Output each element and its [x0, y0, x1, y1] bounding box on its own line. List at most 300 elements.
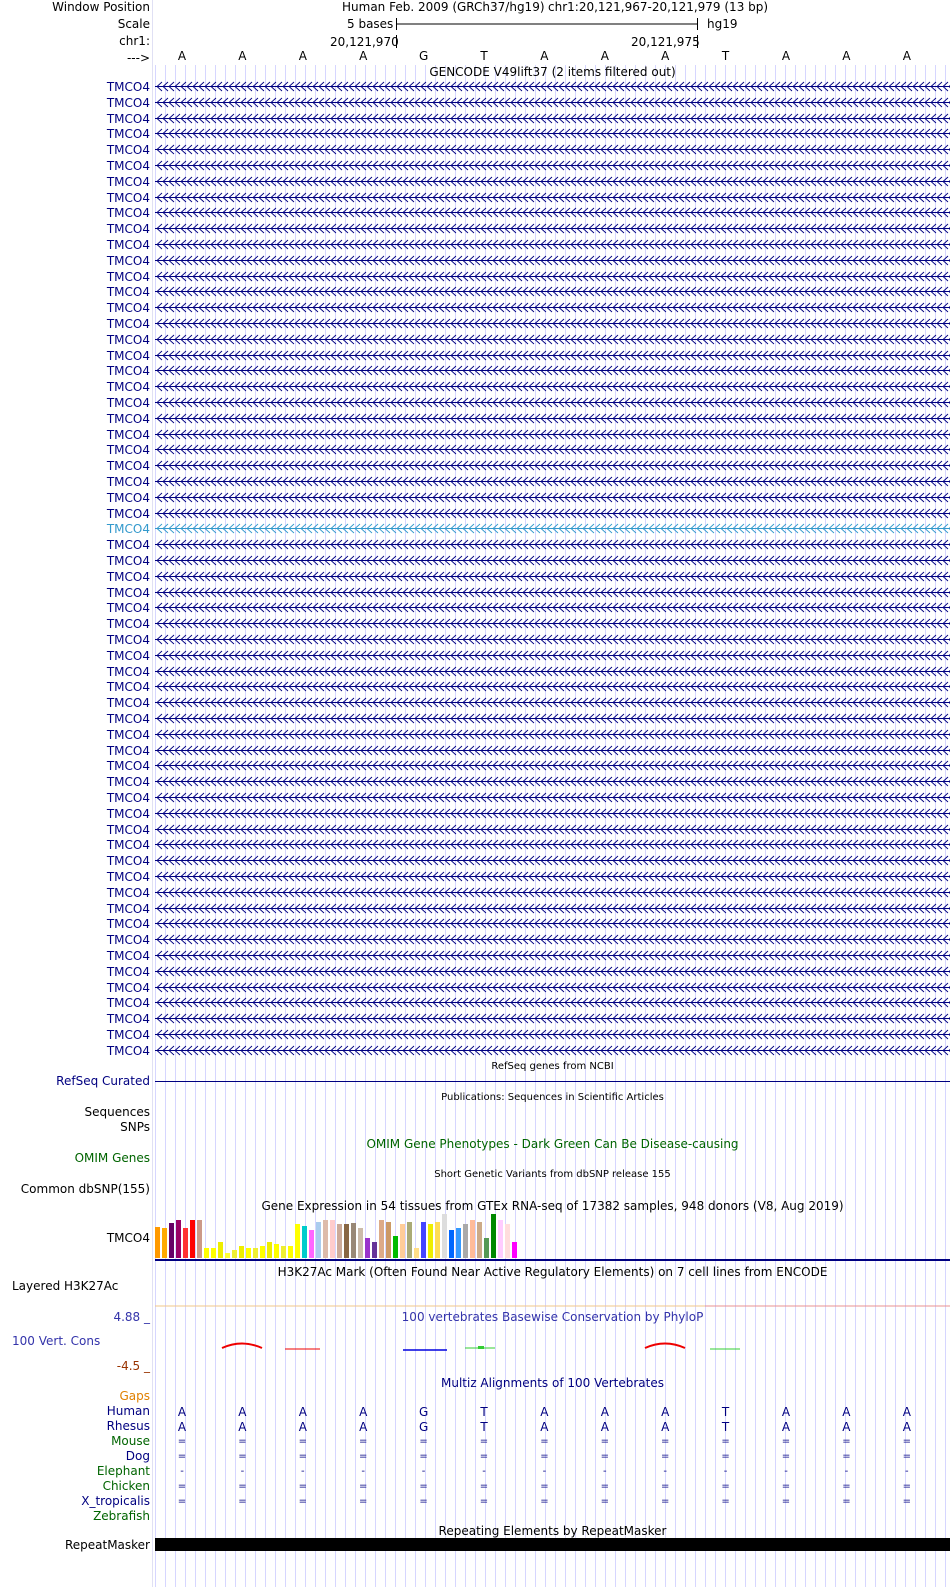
- transcript-strand-arrows[interactable]: [155, 160, 950, 171]
- alignment-base: =: [238, 1451, 247, 1462]
- transcript-strand-arrows[interactable]: [155, 176, 950, 187]
- transcript-name[interactable]: TMCO4: [106, 759, 150, 774]
- alignment-base: =: [479, 1481, 489, 1492]
- transcript-name[interactable]: TMCO4: [106, 427, 150, 442]
- transcript-name[interactable]: TMCO4: [106, 111, 150, 126]
- transcript-strand-arrows[interactable]: [155, 587, 950, 598]
- gtex-tissue-bar: [253, 1248, 258, 1258]
- assembly-title: Human Feb. 2009 (GRCh37/hg19): [342, 0, 545, 14]
- transcript-name[interactable]: TMCO4: [106, 712, 150, 726]
- alignment-base: -: [784, 1466, 788, 1477]
- transcript-name[interactable]: TMCO4: [106, 174, 150, 189]
- gencode-transcript-row[interactable]: [0, 822, 950, 838]
- gencode-transcript-row[interactable]: [0, 316, 950, 332]
- publications-track-title[interactable]: Publications: Sequences in Scientific Articles: [441, 1092, 664, 1103]
- chrom-label: chr1:: [119, 34, 150, 48]
- gencode-transcript-row[interactable]: [0, 158, 950, 174]
- gencode-transcript-row[interactable]: [0, 253, 950, 269]
- transcript-name[interactable]: TMCO4: [106, 285, 150, 300]
- transcript-strand-arrows[interactable]: [155, 192, 950, 203]
- transcript-name[interactable]: TMCO4: [106, 601, 150, 616]
- gencode-transcript-row[interactable]: [0, 616, 950, 632]
- alignment-base: =: [902, 1436, 911, 1447]
- transcript-name[interactable]: TMCO4: [106, 775, 150, 790]
- gencode-transcript-row[interactable]: [0, 237, 950, 253]
- transcript-name[interactable]: TMCO4: [106, 253, 150, 268]
- gencode-transcript-row[interactable]: [0, 174, 950, 190]
- gencode-transcript-row[interactable]: [0, 142, 950, 158]
- gencode-transcript-row[interactable]: [0, 569, 950, 585]
- transcript-name[interactable]: TMCO4: [106, 80, 150, 94]
- gtex-tissue-bar: [505, 1224, 510, 1258]
- gencode-transcript-row[interactable]: [0, 111, 950, 127]
- alignment-base: A: [842, 1420, 851, 1434]
- alignment-base: =: [358, 1496, 368, 1507]
- transcript-name[interactable]: TMCO4: [106, 569, 150, 584]
- transcript-name[interactable]: TMCO4: [106, 554, 150, 568]
- db-name: hg19: [707, 17, 738, 31]
- phylop-track-title[interactable]: 100 vertebrates Basewise Conservation by PhyloP: [401, 1310, 704, 1324]
- transcript-strand-arrows[interactable]: [155, 571, 950, 582]
- sequence-base: A: [238, 49, 247, 63]
- alignment-base: A: [359, 1420, 368, 1434]
- gencode-transcript-row[interactable]: [0, 806, 950, 822]
- dbsnp-label[interactable]: Common dbSNP(155): [20, 1182, 150, 1196]
- gtex-tissue-bar: [386, 1222, 391, 1258]
- transcript-strand-arrows[interactable]: [155, 207, 950, 218]
- gencode-transcript-row[interactable]: [0, 853, 950, 869]
- gtex-tissue-bar: [470, 1220, 475, 1258]
- gencode-transcript-row[interactable]: [0, 980, 950, 996]
- transcript-strand-arrows[interactable]: [155, 887, 950, 898]
- species-label[interactable]: Mouse: [111, 1434, 150, 1448]
- transcript-strand-arrows[interactable]: [155, 523, 950, 534]
- gtex-tissue-bar: [456, 1228, 461, 1258]
- gtex-tissue-bar: [330, 1220, 335, 1258]
- gtex-tissue-bar: [176, 1220, 181, 1258]
- gencode-transcript-row[interactable]: [0, 648, 950, 664]
- transcript-strand-arrows[interactable]: [155, 508, 950, 519]
- alignment-base: -: [723, 1466, 728, 1477]
- gencode-transcript-row[interactable]: [0, 758, 950, 774]
- transcript-name[interactable]: TMCO4: [106, 996, 150, 1011]
- gencode-transcript-row[interactable]: [0, 442, 950, 458]
- transcript-strand-arrows[interactable]: [155, 286, 950, 297]
- gtex-tissue-bar: [239, 1246, 244, 1258]
- gencode-transcript-row[interactable]: [0, 332, 950, 348]
- alignment-base: A: [661, 1420, 670, 1434]
- transcript-strand-arrows[interactable]: [155, 839, 950, 850]
- transcript-strand-arrows[interactable]: [155, 539, 950, 550]
- transcript-name[interactable]: TMCO4: [106, 838, 150, 853]
- gtex-tissue-bar: [218, 1242, 223, 1258]
- transcript-strand-arrows[interactable]: [155, 697, 950, 708]
- transcript-name[interactable]: TMCO4: [106, 633, 150, 647]
- gencode-transcript-row[interactable]: [0, 458, 950, 474]
- gencode-transcript-row[interactable]: [0, 695, 950, 711]
- gencode-transcript-row[interactable]: [0, 395, 950, 411]
- transcript-name[interactable]: TMCO4: [106, 443, 150, 458]
- gencode-transcript-row[interactable]: [0, 600, 950, 616]
- alignment-base: A: [540, 1420, 549, 1434]
- sequence-base: A: [661, 49, 670, 63]
- gtex-tissue-bar: [302, 1226, 307, 1258]
- gencode-transcript-row[interactable]: [0, 964, 950, 980]
- gtex-tissue-bar: [169, 1223, 174, 1258]
- transcript-name[interactable]: TMCO4: [106, 127, 150, 142]
- gencode-transcript-row[interactable]: [0, 379, 950, 395]
- alignment-base: A: [842, 1405, 851, 1419]
- alignment-base: =: [600, 1451, 609, 1462]
- transcript-name[interactable]: TMCO4: [106, 617, 150, 632]
- gtex-tissue-bar: [379, 1220, 384, 1258]
- gencode-transcript-row[interactable]: [0, 837, 950, 853]
- transcript-name[interactable]: TMCO4: [106, 901, 150, 916]
- transcript-strand-arrows[interactable]: [155, 982, 950, 993]
- alignment-base: =: [660, 1496, 670, 1507]
- transcript-name[interactable]: TMCO4: [106, 822, 150, 837]
- gencode-transcript-row[interactable]: [0, 95, 950, 111]
- transcript-strand-arrows[interactable]: [155, 555, 950, 566]
- transcript-strand-arrows[interactable]: [155, 444, 950, 455]
- gtex-tissue-bar: [267, 1242, 272, 1258]
- transcript-name[interactable]: TMCO4: [106, 159, 150, 173]
- gencode-transcript-row[interactable]: [0, 474, 950, 490]
- transcript-strand-arrows[interactable]: [155, 144, 950, 155]
- publications-label-line1[interactable]: Sequences: [84, 1105, 150, 1119]
- alignment-base: =: [358, 1481, 368, 1492]
- transcript-name[interactable]: TMCO4: [106, 917, 150, 932]
- transcript-name[interactable]: TMCO4: [106, 490, 150, 505]
- transcript-strand-arrows[interactable]: [155, 334, 950, 345]
- alignment-base: A: [238, 1405, 247, 1419]
- gencode-transcript-row[interactable]: [0, 363, 950, 379]
- gencode-transcript-row[interactable]: [0, 995, 950, 1011]
- gencode-transcript-row[interactable]: [0, 632, 950, 648]
- gaps-label[interactable]: Gaps: [119, 1389, 150, 1403]
- repeatmasker-label[interactable]: RepeatMasker: [64, 1538, 150, 1552]
- transcript-strand-arrows[interactable]: [155, 855, 950, 866]
- transcript-name[interactable]: TMCO4: [106, 364, 150, 379]
- gencode-transcript-row[interactable]: [0, 300, 950, 316]
- transcript-strand-arrows[interactable]: [155, 97, 950, 108]
- transcript-name[interactable]: TMCO4: [106, 1043, 150, 1058]
- gtex-label[interactable]: TMCO4: [106, 1231, 150, 1245]
- alignment-base: G: [418, 1420, 429, 1434]
- transcript-strand-arrows[interactable]: [155, 871, 950, 882]
- transcript-name[interactable]: TMCO4: [106, 301, 150, 316]
- gencode-transcript-row[interactable]: [0, 727, 950, 743]
- alignment-base: =: [358, 1451, 368, 1462]
- gtex-tissue-bar: [246, 1248, 251, 1258]
- species-label[interactable]: X_tropicalis: [81, 1494, 150, 1508]
- alignment-base: -: [663, 1466, 667, 1477]
- transcript-name[interactable]: TMCO4: [106, 411, 150, 426]
- transcript-strand-arrows[interactable]: [155, 602, 950, 613]
- transcript-name[interactable]: TMCO4: [106, 522, 150, 537]
- gtex-tissue-bar: [316, 1222, 321, 1258]
- transcript-name[interactable]: TMCO4: [106, 95, 150, 110]
- gtex-tissue-bar: [155, 1227, 160, 1258]
- transcript-name[interactable]: TMCO4: [106, 933, 150, 948]
- gencode-transcript-row[interactable]: [0, 1011, 950, 1027]
- gencode-transcript-row[interactable]: [0, 411, 950, 427]
- gencode-transcript-row[interactable]: [0, 585, 950, 601]
- position-range: chr1:20,121,967-20,121,979 (13 bp): [548, 0, 769, 14]
- transcript-name[interactable]: TMCO4: [106, 190, 150, 205]
- species-label[interactable]: Chicken: [102, 1479, 150, 1493]
- transcript-strand-arrows[interactable]: [155, 634, 950, 645]
- transcript-strand-arrows[interactable]: [155, 113, 950, 124]
- species-label[interactable]: Dog: [125, 1449, 150, 1463]
- transcript-strand-arrows[interactable]: [155, 934, 950, 945]
- gencode-transcript-row[interactable]: [0, 190, 950, 206]
- alignment-base: =: [721, 1496, 730, 1507]
- transcript-strand-arrows[interactable]: [155, 918, 950, 929]
- phylop-signal: [155, 1335, 950, 1360]
- omim-label[interactable]: OMIM Genes: [74, 1151, 150, 1165]
- transcript-strand-arrows[interactable]: [155, 666, 950, 677]
- sequence-base: A: [540, 49, 549, 63]
- gencode-transcript-row[interactable]: [0, 916, 950, 932]
- transcript-name[interactable]: TMCO4: [106, 585, 150, 600]
- species-label[interactable]: Human: [106, 1404, 150, 1418]
- alignment-base: =: [600, 1481, 609, 1492]
- gencode-transcript-row[interactable]: [0, 948, 950, 964]
- transcript-strand-arrows[interactable]: [155, 492, 950, 503]
- alignment-base: A: [600, 1420, 609, 1434]
- gtex-tissue-bar: [323, 1220, 328, 1258]
- gtex-tissue-bar: [491, 1214, 496, 1258]
- gencode-transcript-row[interactable]: [0, 885, 950, 901]
- gtex-tissue-bar: [232, 1250, 237, 1258]
- scale-text: 5 bases: [347, 17, 394, 31]
- gtex-tissue-bar: [295, 1224, 300, 1258]
- gtex-tissue-bar: [428, 1224, 433, 1258]
- transcript-strand-arrows[interactable]: [155, 1029, 950, 1040]
- gencode-transcript-row[interactable]: [0, 348, 950, 364]
- transcript-name[interactable]: TMCO4: [106, 538, 150, 553]
- transcript-strand-arrows[interactable]: [155, 128, 950, 139]
- transcript-strand-arrows[interactable]: [155, 618, 950, 629]
- transcript-name[interactable]: TMCO4: [106, 206, 150, 221]
- transcript-name[interactable]: TMCO4: [106, 727, 150, 742]
- transcript-strand-arrows[interactable]: [155, 745, 950, 756]
- alignment-base: =: [298, 1481, 307, 1492]
- gencode-transcript-row[interactable]: [0, 932, 950, 948]
- transcript-name[interactable]: TMCO4: [106, 475, 150, 489]
- alignment-base: =: [419, 1496, 428, 1507]
- gencode-transcript-row[interactable]: [0, 664, 950, 680]
- gencode-transcript-row[interactable]: [0, 774, 950, 790]
- transcript-strand-arrows[interactable]: [155, 302, 950, 313]
- alignment-base: =: [660, 1451, 670, 1462]
- transcript-name[interactable]: TMCO4: [106, 870, 150, 884]
- species-label[interactable]: Elephant: [96, 1464, 150, 1478]
- transcript-name[interactable]: TMCO4: [106, 980, 150, 995]
- alignment-base: -: [904, 1466, 909, 1477]
- gencode-transcript-row[interactable]: [0, 427, 950, 443]
- gtex-tissue-bar: [449, 1230, 454, 1258]
- gencode-transcript-row[interactable]: [0, 743, 950, 759]
- transcript-strand-arrows[interactable]: [155, 350, 950, 361]
- transcript-name[interactable]: TMCO4: [106, 648, 150, 663]
- alignment-base: A: [359, 1405, 368, 1419]
- alignment-base: -: [482, 1466, 486, 1477]
- transcript-name[interactable]: TMCO4: [106, 143, 150, 158]
- alignment-base: -: [240, 1466, 245, 1477]
- alignment-base: G: [418, 1405, 429, 1419]
- gencode-transcript-row[interactable]: [0, 126, 950, 142]
- transcript-strand-arrows[interactable]: [155, 808, 950, 819]
- coord-left: 20,121,970: [330, 35, 399, 49]
- transcript-name[interactable]: TMCO4: [106, 854, 150, 869]
- transcript-name[interactable]: TMCO4: [106, 696, 150, 711]
- alignment-base: T: [480, 1420, 488, 1434]
- gencode-track-title[interactable]: GENCODE V49lift37 (2 items filtered out): [429, 65, 676, 79]
- dbsnp-track-title[interactable]: Short Genetic Variants from dbSNP release 155: [434, 1169, 671, 1180]
- alignment-base: =: [177, 1436, 187, 1447]
- alignment-base: =: [177, 1451, 187, 1462]
- transcript-strand-arrows[interactable]: [155, 966, 950, 977]
- transcript-strand-arrows[interactable]: [155, 729, 950, 740]
- sequence-base: A: [600, 49, 609, 63]
- transcript-strand-arrows[interactable]: [155, 792, 950, 803]
- transcript-strand-arrows[interactable]: [155, 650, 950, 661]
- transcript-name[interactable]: TMCO4: [106, 680, 150, 695]
- transcript-strand-arrows[interactable]: [155, 1013, 950, 1024]
- transcript-name[interactable]: TMCO4: [106, 269, 150, 284]
- transcript-strand-arrows[interactable]: [155, 413, 950, 424]
- species-label[interactable]: Rhesus: [106, 1419, 150, 1433]
- h3k27ac-track-title[interactable]: H3K27Ac Mark (Often Found Near Active Regulatory Elements) on 7 cell lines from ENCODE: [277, 1265, 828, 1279]
- transcript-name[interactable]: TMCO4: [106, 964, 150, 979]
- alignment-base: =: [902, 1451, 911, 1462]
- alignment-base: =: [298, 1436, 307, 1447]
- transcript-strand-arrows[interactable]: [155, 997, 950, 1008]
- gtex-track-title[interactable]: Gene Expression in 54 tissues from GTEx RNA-seq of 17382 samples, 948 donors (V8, Aug 2019): [261, 1199, 844, 1213]
- gtex-tissue-bar: [393, 1236, 398, 1258]
- transcript-strand-arrows[interactable]: [155, 255, 950, 266]
- gencode-transcript-row[interactable]: [0, 901, 950, 917]
- gtex-tissue-bar: [442, 1214, 447, 1258]
- gencode-transcript-row[interactable]: [0, 490, 950, 506]
- gencode-transcript-row[interactable]: [0, 521, 950, 537]
- alignment-base: =: [540, 1436, 549, 1447]
- transcript-strand-arrows[interactable]: [155, 81, 950, 92]
- gencode-transcript-row[interactable]: [0, 205, 950, 221]
- gtex-tissue-bar: [414, 1248, 419, 1258]
- transcript-name[interactable]: TMCO4: [106, 806, 150, 821]
- refseq-label[interactable]: RefSeq Curated: [56, 1074, 150, 1088]
- gencode-transcript-row[interactable]: [0, 1027, 950, 1043]
- gtex-tissue-bar: [351, 1223, 356, 1258]
- alignment-base: =: [781, 1496, 791, 1507]
- gtex-tissue-bar: [162, 1228, 167, 1258]
- transcript-name[interactable]: TMCO4: [106, 664, 150, 679]
- publications-label-line2[interactable]: SNPs: [120, 1120, 150, 1134]
- alignment-base: =: [238, 1436, 247, 1447]
- omim-track-title[interactable]: OMIM Gene Phenotypes - Dark Green Can Be Disease-causing: [366, 1137, 739, 1151]
- transcript-name[interactable]: TMCO4: [106, 459, 150, 474]
- transcript-name[interactable]: TMCO4: [106, 885, 150, 900]
- species-label[interactable]: Zebrafish: [93, 1509, 150, 1523]
- transcript-strand-arrows[interactable]: [155, 476, 950, 487]
- sequence-base: A: [902, 49, 911, 63]
- gencode-transcript-row[interactable]: [0, 711, 950, 727]
- alignment-base: =: [540, 1496, 549, 1507]
- transcript-strand-arrows[interactable]: [155, 460, 950, 471]
- strand-label: --->: [126, 51, 150, 65]
- alignment-base: -: [421, 1466, 426, 1477]
- transcript-strand-arrows[interactable]: [155, 1045, 950, 1056]
- phylop-label[interactable]: 100 Vert. Cons: [12, 1334, 101, 1348]
- transcript-strand-arrows[interactable]: [155, 760, 950, 771]
- phylop-min-label: -4.5 _: [116, 1359, 150, 1373]
- gencode-transcript-row[interactable]: [0, 284, 950, 300]
- transcript-strand-arrows[interactable]: [155, 776, 950, 787]
- transcript-strand-arrows[interactable]: [155, 681, 950, 692]
- gencode-transcript-row[interactable]: [0, 221, 950, 237]
- transcript-strand-arrows[interactable]: [155, 950, 950, 961]
- transcript-strand-arrows[interactable]: [155, 429, 950, 440]
- scale-label: Scale: [117, 17, 150, 31]
- transcript-strand-arrows[interactable]: [155, 223, 950, 234]
- transcript-name[interactable]: TMCO4: [106, 380, 150, 395]
- gencode-transcript-row[interactable]: [0, 679, 950, 695]
- gencode-transcript-row[interactable]: [0, 506, 950, 522]
- h3k27ac-label[interactable]: Layered H3K27Ac: [12, 1279, 119, 1293]
- gtex-tissue-bar: [435, 1222, 440, 1258]
- gencode-transcript-row[interactable]: [0, 79, 950, 95]
- transcript-name[interactable]: TMCO4: [106, 396, 150, 410]
- transcript-name[interactable]: TMCO4: [106, 348, 150, 363]
- multiz-track-title[interactable]: Multiz Alignments of 100 Vertebrates: [440, 1376, 665, 1390]
- transcript-name[interactable]: TMCO4: [106, 791, 150, 805]
- gencode-transcript-row[interactable]: [0, 269, 950, 285]
- transcript-name[interactable]: TMCO4: [106, 317, 150, 331]
- transcript-name[interactable]: TMCO4: [106, 743, 150, 758]
- transcript-strand-arrows[interactable]: [155, 903, 950, 914]
- transcript-name[interactable]: TMCO4: [106, 222, 150, 237]
- transcript-name[interactable]: TMCO4: [106, 238, 150, 252]
- transcript-name[interactable]: TMCO4: [106, 1028, 150, 1042]
- transcript-strand-arrows[interactable]: [155, 824, 950, 835]
- transcript-name[interactable]: TMCO4: [106, 1012, 150, 1027]
- phylop-max-label: 4.88 _: [113, 1310, 150, 1324]
- refseq-track-title[interactable]: RefSeq genes from NCBI: [491, 1061, 614, 1072]
- transcript-strand-arrows[interactable]: [155, 239, 950, 250]
- transcript-name[interactable]: TMCO4: [106, 332, 150, 347]
- transcript-name[interactable]: TMCO4: [106, 949, 150, 963]
- transcript-strand-arrows[interactable]: [155, 318, 950, 329]
- transcript-strand-arrows[interactable]: [155, 365, 950, 376]
- transcript-strand-arrows[interactable]: [155, 381, 950, 392]
- transcript-strand-arrows[interactable]: [155, 271, 950, 282]
- transcript-strand-arrows[interactable]: [155, 713, 950, 724]
- gencode-transcript-row[interactable]: [0, 869, 950, 885]
- alignment-base: =: [540, 1451, 549, 1462]
- repeatmasker-track-title[interactable]: Repeating Elements by RepeatMasker: [438, 1524, 667, 1538]
- gencode-transcript-row[interactable]: [0, 1043, 950, 1059]
- sequence-base: A: [842, 49, 851, 63]
- transcript-name[interactable]: TMCO4: [106, 506, 150, 521]
- transcript-strand-arrows[interactable]: [155, 397, 950, 408]
- gencode-transcript-row[interactable]: [0, 553, 950, 569]
- gencode-transcript-row[interactable]: [0, 537, 950, 553]
- gencode-transcript-row[interactable]: [0, 790, 950, 806]
- alignment-base: -: [361, 1466, 365, 1477]
